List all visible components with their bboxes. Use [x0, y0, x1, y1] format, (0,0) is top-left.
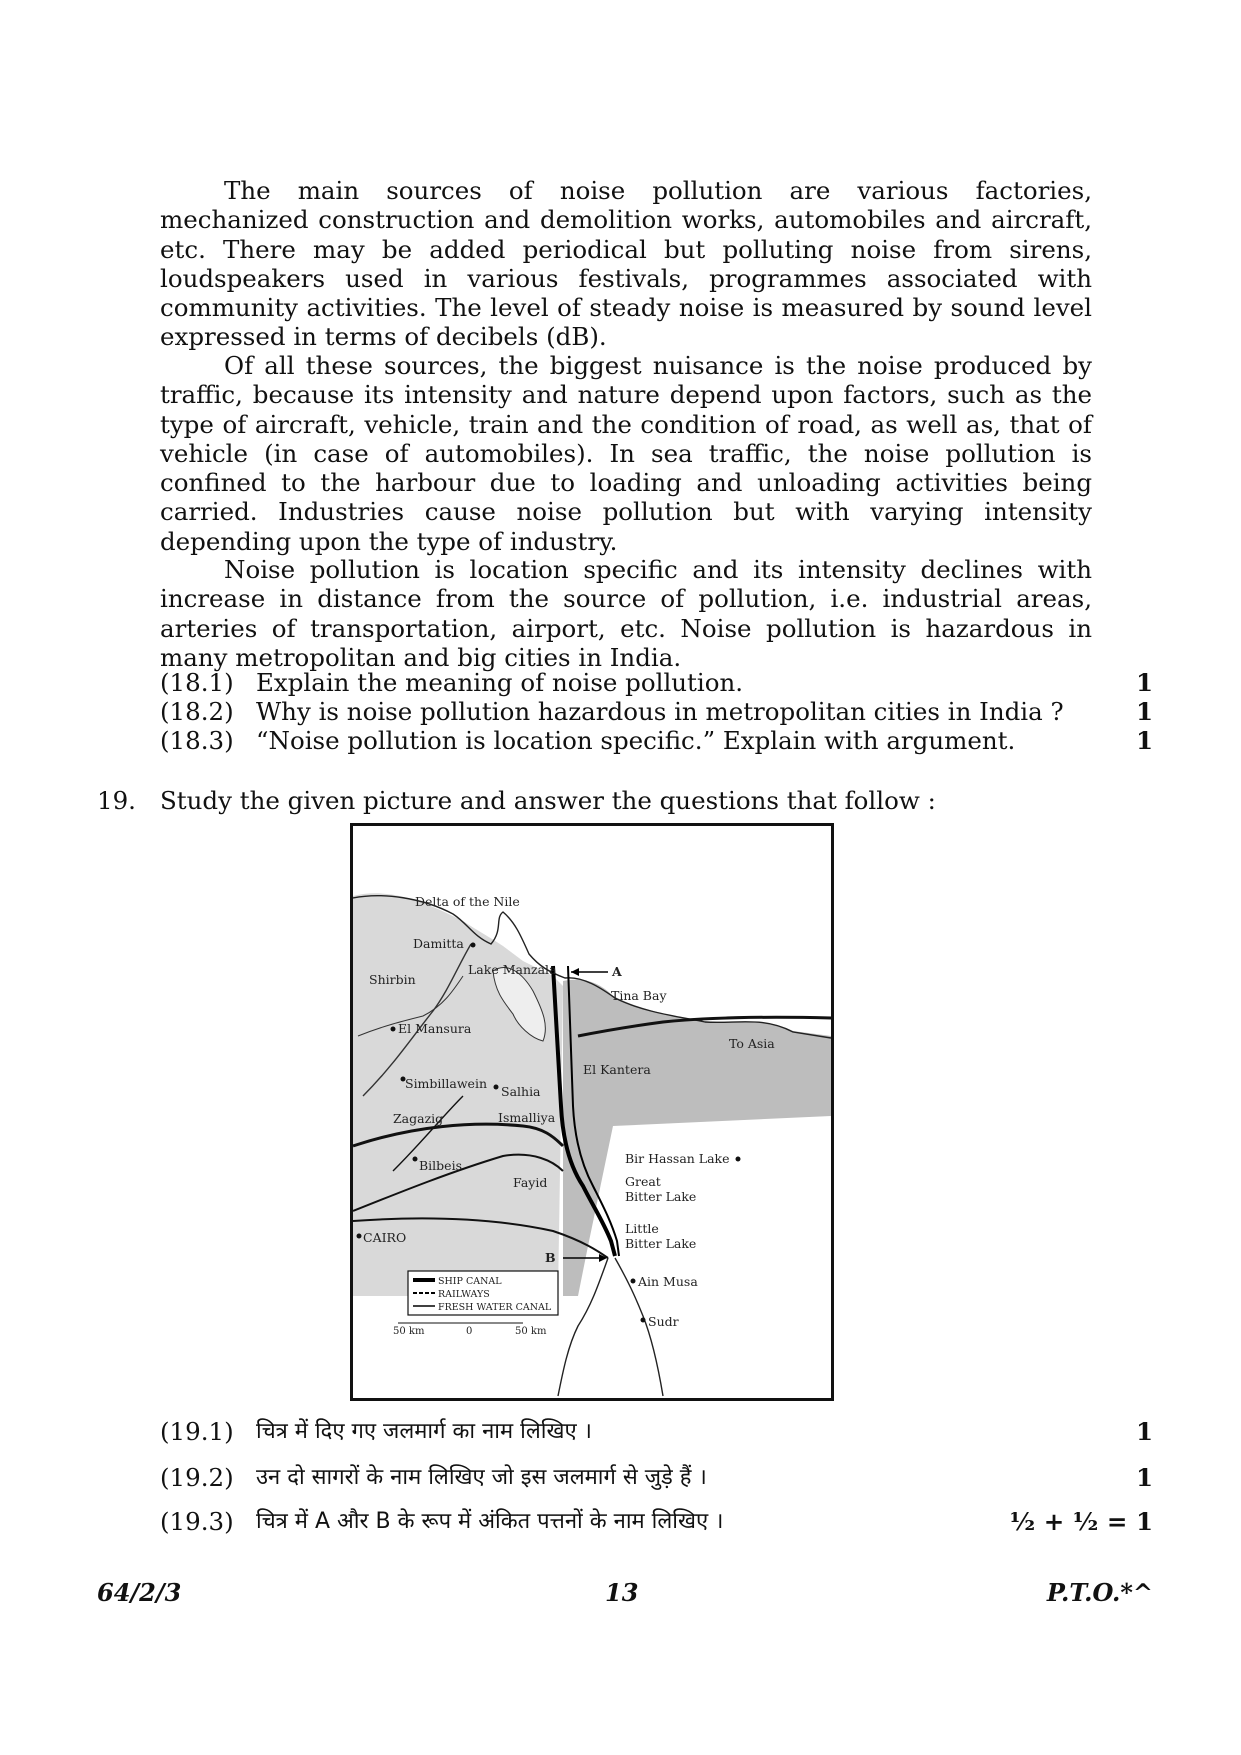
- label-el-mansura: El Mansura: [398, 1021, 472, 1036]
- label-great-2: Bitter Lake: [625, 1189, 697, 1204]
- label-cairo: CAIRO: [363, 1230, 407, 1245]
- town-dot: [471, 943, 476, 948]
- label-tina-bay: Tina Bay: [611, 988, 667, 1003]
- town-dot: [494, 1085, 499, 1090]
- map-svg: [353, 826, 831, 1398]
- label-damitta: Damitta: [413, 936, 464, 951]
- question-number: (19.2): [160, 1463, 234, 1492]
- label-sudr: Sudr: [648, 1314, 679, 1329]
- passage-paragraph-1: The main sources of noise pollution are various factories, mechanized construction and demolition works, automobiles and aircraft, etc. There may be added periodical but polluting noise from sirens, loudspeakers used in various festivals, programmes associated with community activities. The level of steady noise is measured by sound level expressed in terms of decibels (dB).: [160, 176, 1092, 352]
- question-text: उन दो सागरों के नाम लिखिए जो इस जलमार्ग से जुड़े हैं ।: [256, 1465, 707, 1490]
- question-text: Why is noise pollution hazardous in metropolitan cities in India ?: [256, 697, 1064, 726]
- label-simbillawein: Simbillawein: [405, 1076, 488, 1091]
- label-ain-musa: Ain Musa: [638, 1274, 698, 1289]
- label-bilbeis: Bilbeis: [419, 1158, 462, 1173]
- question-text: चित्र में A और B के रूप में अंकित पत्तनों के नाम लिखिए ।: [256, 1509, 724, 1534]
- paper-code: 64/2/3: [97, 1578, 182, 1607]
- label-lake-manzala: Lake Manzala: [468, 962, 557, 977]
- marks: ½ + ½ = 1: [1009, 1507, 1153, 1536]
- label-delta: Delta of the Nile: [415, 894, 520, 909]
- question-19-title: Study the given picture and answer the questions that follow :: [160, 786, 936, 815]
- question-19-number: 19.: [97, 786, 136, 815]
- marks: 1: [1135, 697, 1153, 726]
- town-dot: [357, 1234, 362, 1239]
- label-little-2: Bitter Lake: [625, 1236, 697, 1251]
- passage-paragraph-2: Of all these sources, the biggest nuisance is the noise produced by traffic, because its intensity and nature depend upon factors, such as the type of aircraft, vehicle, train and the condition of road, as well as, that of vehicle (in case of automobiles). In sea traffic, the noise pollution is confined to the harbour due to loading and unloading activities being carried. Industries cause noise pollution but with varying intensity depending upon the type of industry.: [160, 351, 1092, 556]
- question-text: “Noise pollution is location specific.” Explain with argument.: [256, 726, 1016, 755]
- label-great-1: Great: [625, 1174, 661, 1189]
- land-east: [563, 980, 831, 1296]
- page-number: 13: [605, 1578, 639, 1607]
- town-dot: [413, 1157, 418, 1162]
- label-salhia: Salhia: [501, 1084, 541, 1099]
- arrow-a-head: [571, 968, 579, 976]
- question-number: (18.2): [160, 697, 234, 726]
- pto-label: P.T.O.*^: [1046, 1578, 1153, 1607]
- label-ismalliya: Ismalliya: [498, 1110, 556, 1125]
- town-dot: [736, 1157, 741, 1162]
- town-dot: [631, 1279, 636, 1284]
- marks: 1: [1135, 1417, 1153, 1446]
- legend-ship: SHIP CANAL: [438, 1276, 502, 1287]
- question-number: (18.1): [160, 668, 234, 697]
- question-text: Explain the meaning of noise pollution.: [256, 668, 744, 697]
- town-dot: [391, 1027, 396, 1032]
- question-number: (19.3): [160, 1507, 234, 1536]
- label-a: A: [612, 964, 622, 979]
- suez-canal-map: [350, 823, 834, 1401]
- label-bir-hassan: Bir Hassan Lake: [625, 1151, 730, 1166]
- label-el-kantera: El Kantera: [583, 1062, 651, 1077]
- label-shirbin: Shirbin: [369, 972, 416, 987]
- label-little-1: Little: [625, 1221, 659, 1236]
- town-dot: [641, 1318, 646, 1323]
- marks: 1: [1135, 668, 1153, 697]
- label-to-asia: To Asia: [729, 1036, 775, 1051]
- question-text: चित्र में दिए गए जलमार्ग का नाम लिखिए ।: [256, 1419, 592, 1444]
- label-fayid: Fayid: [513, 1175, 548, 1190]
- legend-water: FRESH WATER CANAL: [438, 1302, 552, 1313]
- scale-left: 50 km: [393, 1326, 425, 1337]
- scale-right: 50 km: [515, 1326, 547, 1337]
- marks: 1: [1135, 726, 1153, 755]
- label-zagazig: Zagazig: [393, 1111, 444, 1126]
- scale-mid: 0: [466, 1326, 473, 1337]
- question-number: (19.1): [160, 1417, 234, 1446]
- legend-rail: RAILWAYS: [438, 1289, 490, 1300]
- passage-paragraph-3: Noise pollution is location specific and its intensity declines with increase in distance from the source of pollution, i.e. industrial areas, arteries of transportation, airport, etc. Noise pollution is hazardous in many metropolitan and big cities in India.: [160, 555, 1092, 672]
- marks: 1: [1135, 1463, 1153, 1492]
- label-b: B: [545, 1250, 556, 1265]
- question-number: (18.3): [160, 726, 234, 755]
